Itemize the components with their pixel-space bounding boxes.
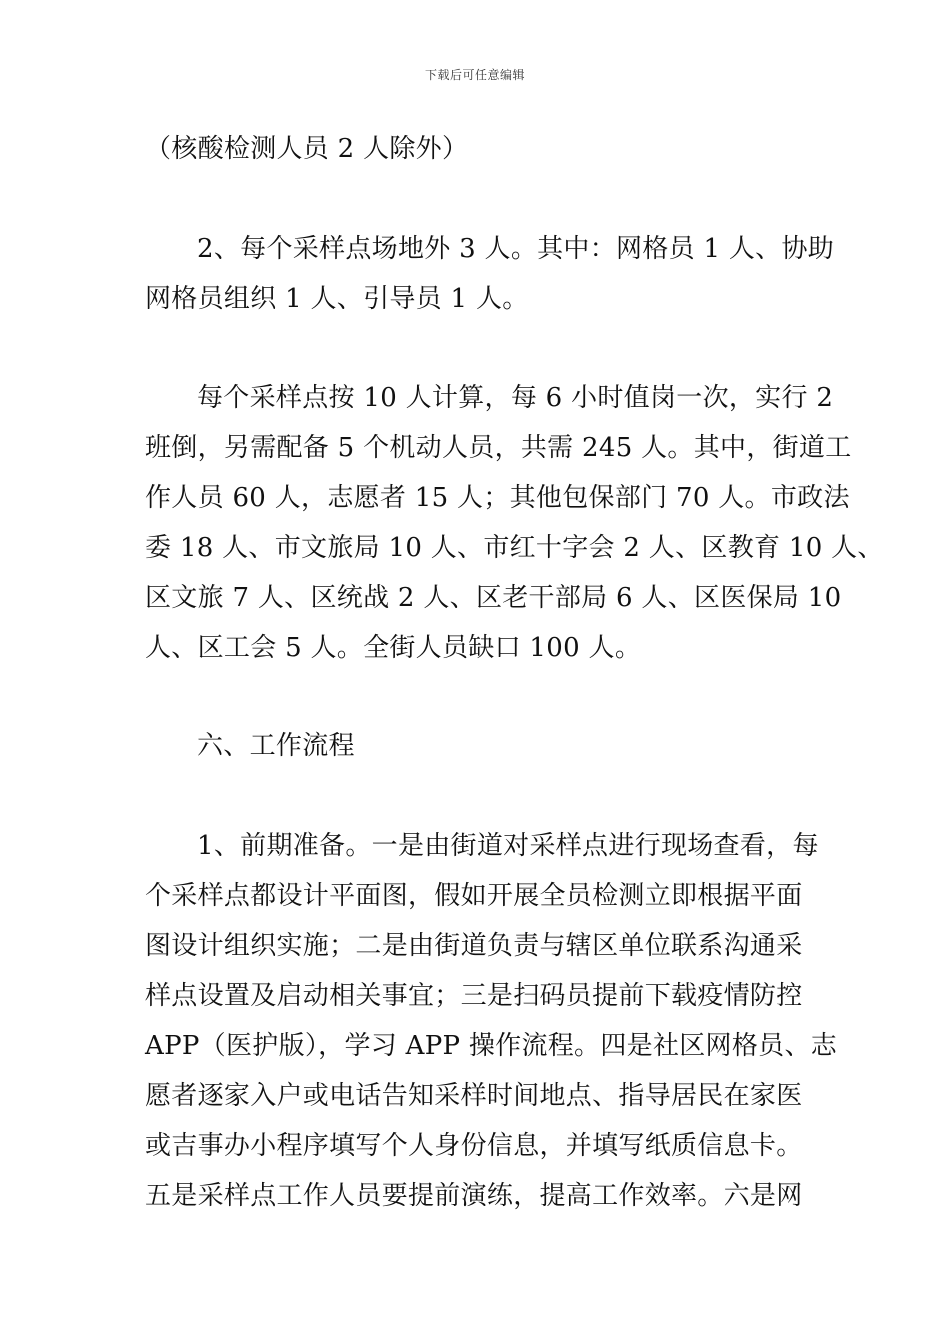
text-line: 作人员 60 人，志愿者 15 人；其他包保部门 70 人。市政法 — [145, 483, 850, 513]
heading-text: 六、工作流程 — [197, 731, 355, 761]
text-line: 2、每个采样点场地外 3 人。其中：网格员 1 人、协助 — [197, 234, 835, 264]
text-line: 个采样点都设计平面图，假如开展全员检测立即根据平面 — [145, 881, 803, 911]
text-line: 1、前期准备。一是由街道对采样点进行现场查看，每 — [197, 831, 819, 861]
paragraph-sampling-outside — [145, 224, 835, 324]
text-line: 五是采样点工作人员要提前演练，提高工作效率。六是网 — [145, 1181, 803, 1211]
text-line: 样点设置及启动相关事宜；三是扫码员提前下载疫情防控 — [145, 981, 803, 1011]
text-line: 图设计组织实施；二是由街道负责与辖区单位联系沟通采 — [145, 931, 803, 961]
paragraph-staffing — [145, 373, 884, 673]
text-line: （核酸检测人员 2 人除外） — [145, 134, 469, 164]
text-line: 每个采样点按 10 人计算，每 6 小时值岗一次，实行 2 — [197, 383, 834, 413]
paragraph-exception — [145, 124, 810, 174]
text-line: 愿者逐家入户或电话告知采样时间地点、指导居民在家医 — [145, 1081, 803, 1111]
section-heading — [145, 721, 810, 771]
paragraph-preparation — [145, 821, 838, 1221]
text-line: 区文旅 7 人、区统战 2 人、区老干部局 6 人、区医保局 10 — [145, 583, 842, 613]
text-line: APP（医护版），学习 APP 操作流程。四是社区网格员、志 — [145, 1031, 838, 1061]
text-line: 或吉事办小程序填写个人身份信息，并填写纸质信息卡。 — [145, 1131, 803, 1161]
text-line: 班倒，另需配备 5 个机动人员，共需 245 人。其中，街道工 — [145, 433, 852, 463]
text-line: 网格员组织 1 人、引导员 1 人。 — [145, 284, 529, 314]
text-line: 人、区工会 5 人。全街人员缺口 100 人。 — [145, 633, 642, 663]
text-line: 委 18 人、市文旅局 10 人、市红十字会 2 人、区教育 10 人、 — [145, 533, 884, 563]
page-header: 下载后可任意编辑 — [424, 68, 525, 82]
